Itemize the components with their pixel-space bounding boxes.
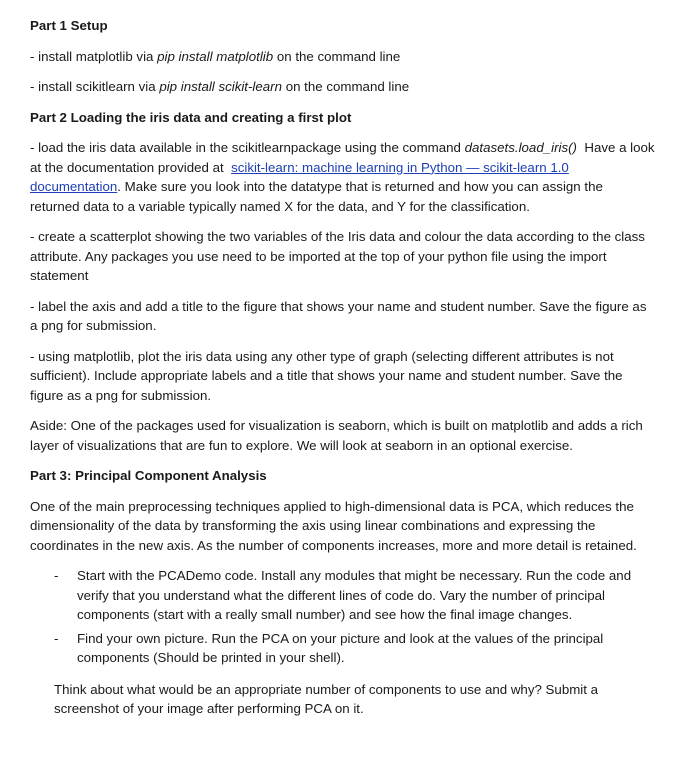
part1-line1-prefix: - install matplotlib via [30, 48, 158, 64]
part1-install-scikitlearn [30, 77, 655, 97]
part1-install-matplotlib [30, 47, 655, 67]
part3-task-list [30, 566, 655, 668]
part1-line2-command: pip install scikit-learn [159, 79, 282, 94]
part3-closing-paragraph: Think about what would be an appropriate number of components to use and why? Submit a screenshot of your image after performing PCA on it. [54, 681, 599, 716]
part2-other-graph-paragraph: - using matplotlib, plot the iris data using any other type of graph (selecting different attributes is not sufficient). Include appropriate labels and a title that shows your name and student number. Save the figure as a png for submission. [30, 348, 623, 403]
part2-para1-prefix: - load the iris data available in the scikitlearnpackage using the command [30, 140, 465, 155]
part2-para1-middle: Have a look at the documentation provided at [30, 140, 659, 175]
scikit-learn-documentation-link[interactable]: scikit-learn: machine learning in Python — scikit-learn 1.0 documentation [30, 159, 569, 194]
part3-task-own-picture [30, 629, 655, 668]
part3-task-pcademo [30, 566, 655, 625]
part2-para1-suffix: . Make sure you look into the datatype that is returned and how you can assign the returned data to a variable typically named X for the data, and Y for the classification. [30, 179, 603, 214]
part3-task-text: Start with the PCADemo code. Install any modules that might be necessary. Run the code and verify that you understand what the different lines of code do. Vary the number of principal components (start with a really small number) and see how the final image changes. [77, 568, 632, 622]
part2-label-axis-paragraph: - label the axis and add a title to the figure that shows your name and student number. Save the figure as a png for submission. [30, 298, 647, 333]
part2-heading: Part 2 Loading the iris data and creating a first plot [30, 109, 352, 125]
part2-para1-command: datasets.load_iris() [464, 140, 577, 155]
part3-intro-paragraph: One of the main preprocessing techniques applied to high-dimensional data is PCA, which reduces the dimensionality of the data by transforming the axis using linear combinations and expressing the coordinates in the new axis. As the number of components increases, more and more detail is retained. [30, 498, 637, 553]
part1-heading: Part 1 Setup [30, 18, 108, 33]
bullet-dash: - [54, 568, 59, 583]
part1-line2-suffix: on the command line [282, 79, 410, 94]
bullet-dash: - [54, 630, 59, 646]
part2-aside-paragraph: Aside: One of the packages used for visualization is seaborn, which is built on matplotlib and adds a rich layer of visualizations that are fun to explore. We will look at seaborn in an optional exercise. [30, 418, 643, 453]
part3-heading: Part 3: Principal Component Analysis [30, 468, 267, 483]
part2-load-iris-paragraph [30, 138, 659, 216]
part1-line1-suffix: on the command line [273, 48, 401, 64]
part3-task-text: Find your own picture. Run the PCA on your picture and look at the values of the principal components (Should be printed in your shell). [77, 630, 604, 665]
part1-line2-prefix: - install scikitlearn via [30, 79, 160, 94]
part2-scatterplot-paragraph: - create a scatterplot showing the two variables of the Iris data and colour the data according to the class attribute. Any packages you use need to be imported at the top of your python file using the import statement [30, 229, 645, 283]
part1-line1-command: pip install matplotlib [157, 48, 274, 64]
